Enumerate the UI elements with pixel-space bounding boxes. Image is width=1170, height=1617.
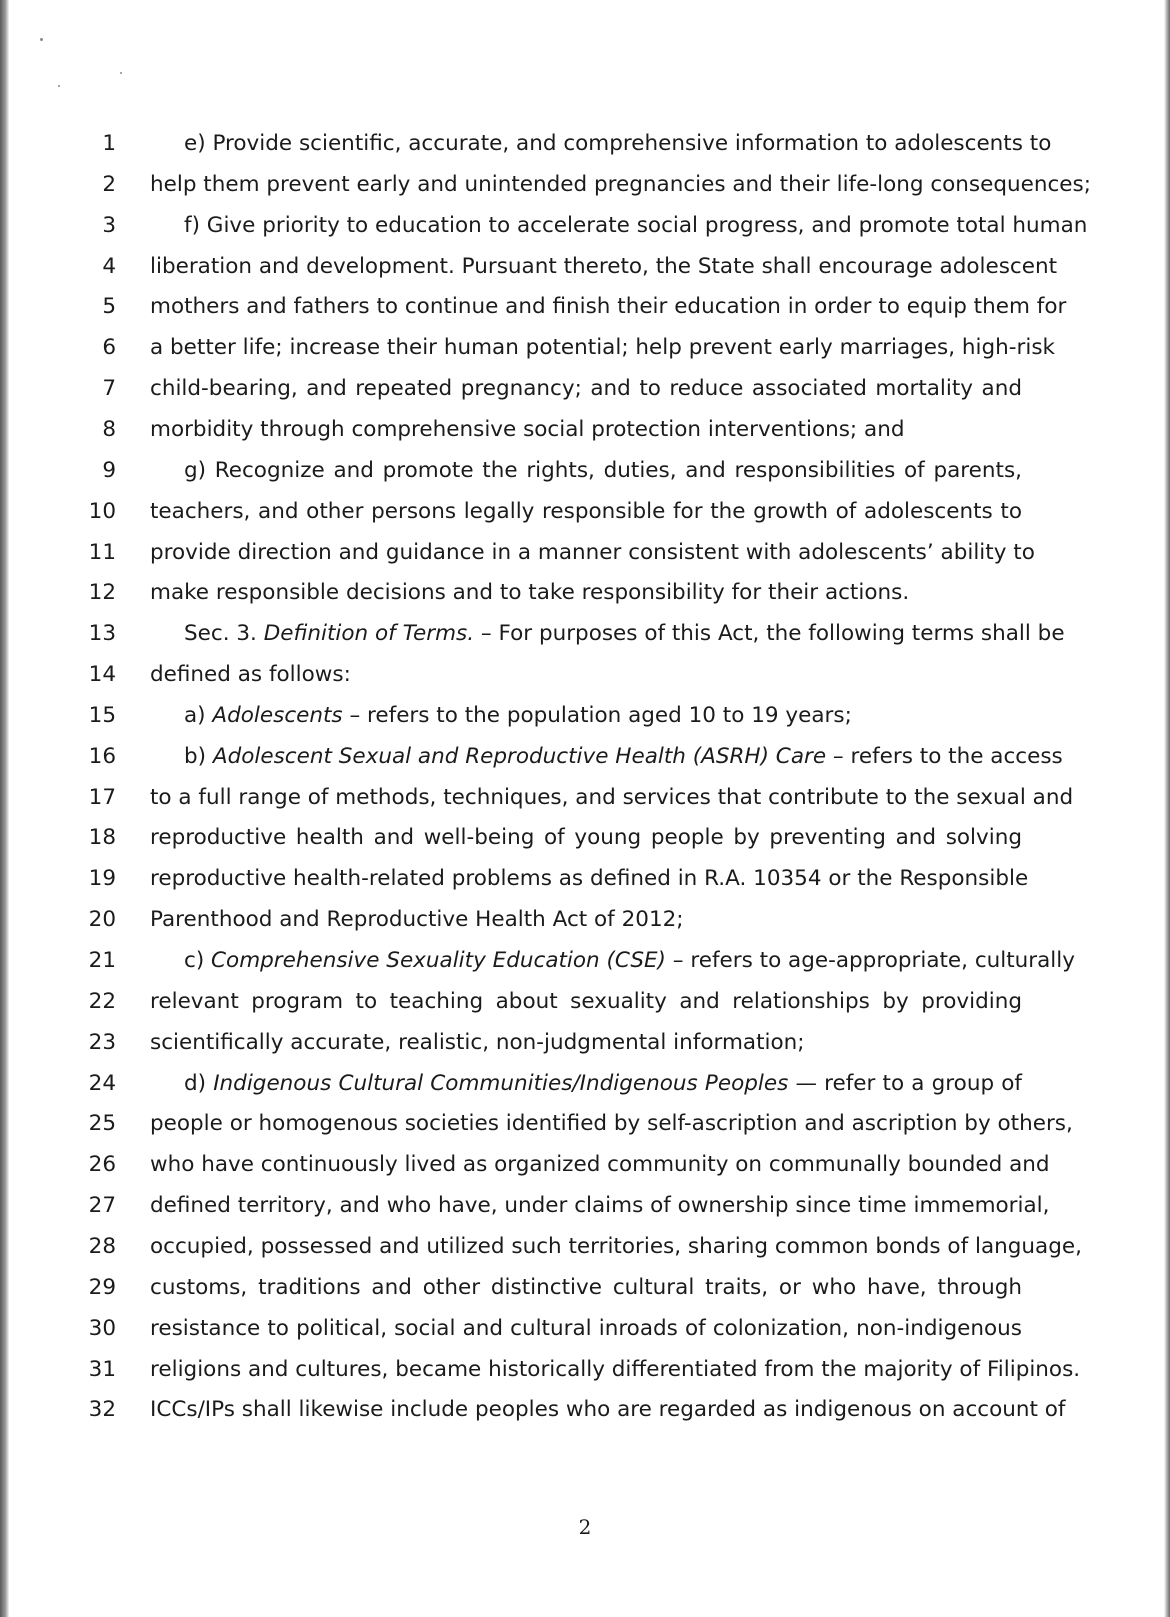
line-number: 7: [102, 376, 116, 402]
text-run: customs, traditions and other distinctive cultural traits, or who have, through: [150, 1274, 1022, 1300]
line-number: 28: [88, 1233, 116, 1259]
document-line: [0, 205, 1170, 247]
italic-term: Adolescents: [212, 702, 343, 728]
document-line: [0, 1144, 1170, 1186]
line-text: [184, 450, 1022, 492]
document-line: [0, 940, 1170, 982]
text-run: — refer to a group of: [788, 1070, 1022, 1096]
line-number: 16: [88, 743, 116, 769]
line-text: [184, 205, 1088, 247]
document-line: [0, 736, 1170, 778]
text-run: liberation and development. Pursuant thereto, the State shall encourage adolescent: [150, 253, 1058, 279]
line-text: [150, 286, 1067, 328]
line-number: 15: [88, 702, 116, 728]
line-number: 10: [88, 498, 116, 524]
text-run: b): [184, 743, 213, 769]
document-line: [0, 164, 1170, 206]
line-text: [150, 246, 1058, 288]
text-run: morbidity through comprehensive social protection interventions; and: [150, 416, 905, 442]
line-number: 9: [102, 457, 116, 483]
text-run: occupied, possessed and utilized such territories, sharing common bonds of language,: [150, 1233, 1082, 1259]
line-text: [150, 899, 1022, 941]
text-run: relevant program to teaching about sexuality and relationships by providing: [150, 988, 1022, 1014]
document-line: [0, 491, 1170, 533]
document-line: [0, 572, 1170, 614]
line-number: 25: [88, 1111, 116, 1137]
line-text: [150, 368, 1022, 410]
document-line: [0, 1063, 1170, 1105]
line-text: [150, 1308, 1022, 1350]
line-number: 14: [88, 662, 116, 688]
italic-term: Indigenous Cultural Communities/Indigenous Peoples: [213, 1070, 789, 1096]
line-number: 17: [88, 784, 116, 810]
text-run: c): [184, 948, 212, 973]
text-run: ICCs/IPs shall likewise include peoples who are regarded as indigenous on account of: [150, 1397, 1066, 1423]
line-text: [150, 409, 1022, 451]
text-run: provide direction and guidance in a manner consistent with adolescents’ ability to: [150, 539, 1035, 565]
line-number: 26: [88, 1152, 116, 1178]
line-text: [150, 777, 1074, 819]
text-run: child-bearing, and repeated pregnancy; and to reduce associated mortality and: [150, 376, 1022, 402]
line-text: [184, 123, 1052, 165]
line-number: 6: [102, 335, 116, 361]
line-number: 4: [102, 253, 116, 279]
document-line: [0, 1103, 1170, 1145]
document-line: [0, 1349, 1170, 1391]
text-run: people or homogenous societies identified by self-ascription and ascription by others,: [150, 1111, 1073, 1137]
line-text: [150, 817, 1022, 859]
text-run: – refers to the population aged 10 to 19 years;: [342, 702, 852, 728]
text-run: defined as follows:: [150, 662, 351, 688]
text-run: religions and cultures, became historically differentiated from the majority of Filipinos.: [150, 1356, 1081, 1382]
line-text: [184, 1063, 1022, 1105]
page-number: 2: [578, 1515, 592, 1539]
text-run: scientifically accurate, realistic, non-judgmental information;: [150, 1029, 805, 1055]
text-run: Sec. 3.: [184, 621, 264, 647]
line-text: [150, 1267, 1022, 1309]
text-run: Parenthood and Reproductive Health Act of 2012;: [150, 907, 684, 933]
line-number: 13: [88, 621, 116, 647]
line-text: [150, 572, 1022, 614]
document-line: [0, 899, 1170, 941]
line-number: 20: [88, 907, 116, 933]
text-run: defined territory, and who have, under claims of ownership since time immemorial,: [150, 1193, 1050, 1219]
line-text: [150, 532, 1035, 574]
line-number: 8: [102, 416, 116, 442]
text-run: – For purposes of this Act, the following terms shall be: [474, 621, 1065, 647]
text-run: who have continuously lived as organized community on communally bounded and: [150, 1152, 1050, 1178]
line-text: [184, 940, 1075, 982]
text-run: help them prevent early and unintended pregnancies and their life-long consequences;: [150, 171, 1091, 197]
line-text: [150, 1022, 1022, 1064]
text-run: e) Provide scientific, accurate, and comprehensive information to adolescents to: [184, 131, 1052, 156]
line-number: 30: [88, 1315, 116, 1341]
document-line: [0, 1022, 1170, 1064]
line-number: 2: [102, 171, 116, 197]
line-text: [150, 1226, 1082, 1268]
text-run: make responsible decisions and to take responsibility for their actions.: [150, 580, 910, 606]
document-line: [0, 1267, 1170, 1309]
document-line: [0, 1308, 1170, 1350]
document-line: [0, 327, 1170, 369]
document-line: [0, 613, 1170, 655]
line-text: [184, 613, 1065, 655]
line-text: [150, 491, 1022, 533]
italic-term: Comprehensive Sexuality Education (CSE): [211, 948, 666, 973]
document-line: [0, 368, 1170, 410]
line-number: 19: [88, 866, 116, 892]
line-number: 18: [88, 825, 116, 851]
line-number: 22: [88, 988, 116, 1014]
document-line: [0, 654, 1170, 696]
line-text: [150, 164, 1091, 206]
line-text: [150, 1389, 1066, 1431]
text-run: – refers to the access: [826, 743, 1063, 769]
line-number: 3: [102, 212, 116, 238]
document-line: [0, 695, 1170, 737]
line-text: [150, 1144, 1050, 1186]
italic-term: Adolescent Sexual and Reproductive Health (ASRH) Care: [212, 743, 827, 769]
text-run: to a full range of methods, techniques, and services that contribute to the sexual and: [150, 784, 1074, 810]
document-line: [0, 777, 1170, 819]
line-number: 32: [88, 1397, 116, 1423]
line-text: [150, 654, 1022, 696]
document-line: [0, 1389, 1170, 1431]
line-number: 12: [88, 580, 116, 606]
document-line: [0, 981, 1170, 1023]
text-run: a): [184, 702, 213, 728]
text-run: g) Recognize and promote the rights, duties, and responsibilities of parents,: [184, 457, 1022, 483]
line-text: [150, 981, 1022, 1023]
text-run: mothers and fathers to continue and finish their education in order to equip them for: [150, 294, 1067, 320]
document-line: [0, 450, 1170, 492]
line-number: 21: [88, 948, 116, 973]
line-number: 29: [88, 1274, 116, 1300]
line-text: [150, 1185, 1050, 1227]
italic-term: Definition of Terms.: [263, 621, 475, 647]
text-run: teachers, and other persons legally responsible for the growth of adolescents to: [150, 498, 1022, 524]
line-text: [150, 327, 1055, 369]
line-number: 24: [88, 1070, 116, 1096]
text-run: resistance to political, social and cultural inroads of colonization, non-indigenous: [150, 1315, 1022, 1341]
line-number: 23: [88, 1029, 116, 1055]
document-line: [0, 532, 1170, 574]
document-line: [0, 246, 1170, 288]
line-text: [150, 1103, 1073, 1145]
line-number: 31: [88, 1356, 116, 1382]
line-number: 1: [102, 131, 116, 156]
document-line: [0, 409, 1170, 451]
text-run: – refers to age-appropriate, culturally: [665, 948, 1075, 973]
line-text: [184, 736, 1063, 778]
line-text: [150, 858, 1029, 900]
text-run: a better life; increase their human potential; help prevent early marriages, high-risk: [150, 335, 1055, 361]
document-line: [0, 1226, 1170, 1268]
line-text: [150, 1349, 1081, 1391]
line-number: 5: [102, 294, 116, 320]
text-run: reproductive health-related problems as defined in R.A. 10354 or the Responsible: [150, 866, 1029, 892]
line-text: [184, 695, 1022, 737]
document-line: [0, 1185, 1170, 1227]
document-line: [0, 123, 1170, 165]
text-run: d): [184, 1070, 214, 1096]
line-number: 27: [88, 1193, 116, 1219]
document-line: [0, 286, 1170, 328]
text-run: reproductive health and well-being of young people by preventing and solving: [150, 825, 1022, 851]
line-number: 11: [88, 539, 116, 565]
document-line: [0, 858, 1170, 900]
text-run: f) Give priority to education to accelerate social progress, and promote total human: [184, 212, 1088, 238]
document-line: [0, 817, 1170, 859]
